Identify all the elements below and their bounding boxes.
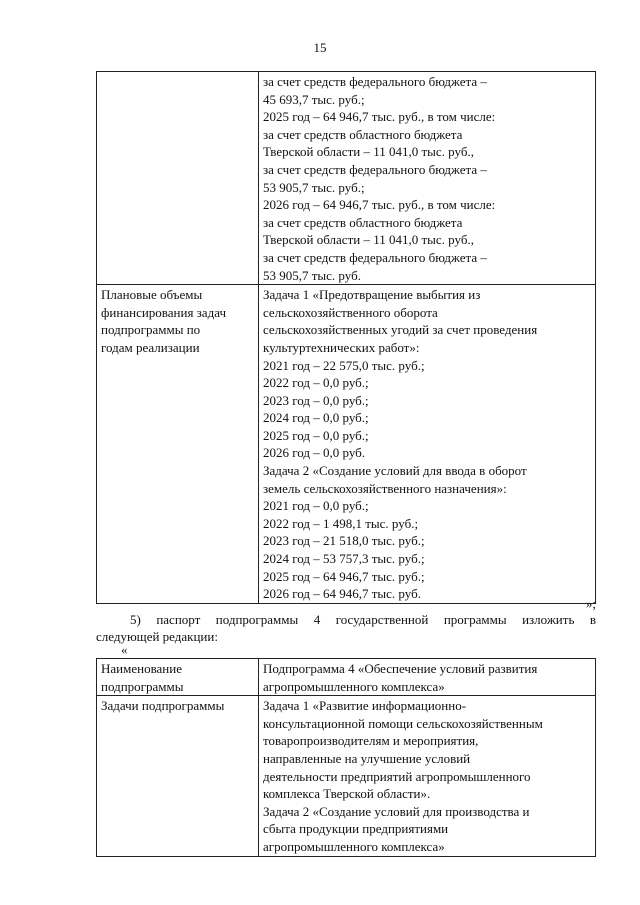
text-line: 2026 год – 64 946,7 тыс. руб., в том числе: (263, 197, 496, 213)
text-line: товаропроизводителям и мероприятия, (263, 733, 479, 749)
text-line: Задача 1 «Предотвращение выбытия из (263, 287, 481, 303)
financing-table (96, 71, 596, 604)
text-line: за счет средств федерального бюджета – (263, 249, 487, 265)
text-line: за счет средств федерального бюджета – (263, 74, 487, 89)
text-line: 2026 год – 0,0 руб. (263, 445, 366, 461)
text-line: Тверской области – 11 041,0 тыс. руб., (263, 144, 474, 160)
table-cell-right (259, 72, 596, 285)
text-line: за счет средств областного бюджета (263, 214, 463, 230)
table-cell-left (97, 659, 259, 696)
table-row (97, 72, 596, 285)
text-line: Тверской области – 11 041,0 тыс. руб., (263, 232, 474, 248)
subprogram-passport-table (96, 658, 596, 857)
text-line: 2021 год – 22 575,0 тыс. руб.; (263, 357, 425, 373)
table-row (97, 696, 596, 856)
text-line: сельскохозяйственных угодий за счет проведения (263, 322, 538, 338)
paragraph-line: следующей редакции: (96, 629, 218, 644)
text-line: комплекса Тверской области». (263, 786, 431, 802)
text-line: за счет средств областного бюджета (263, 126, 463, 142)
text-line: Задача 2 «Создание условий для производства и (263, 803, 530, 819)
text-line: 2025 год – 64 946,7 тыс. руб.; (263, 568, 425, 584)
table-cell-left (97, 285, 259, 604)
text-line: 45 693,7 тыс. руб.; (263, 91, 365, 107)
table-cell-left (97, 72, 259, 285)
body-paragraph (96, 611, 596, 645)
text-line: сельскохозяйственного оборота (263, 304, 438, 320)
paragraph-line: 5) паспорт подпрограммы 4 государственной программы изложить в (130, 612, 596, 627)
table-cell-right (259, 696, 596, 856)
row-label-line: подпрограммы (101, 678, 184, 694)
text-line: 53 905,7 тыс. руб.; (263, 179, 365, 195)
text-line: агропромышленного комплекса» (263, 678, 445, 694)
row-label-line: подпрограммы по (101, 322, 201, 338)
text-line: Задача 2 «Создание условий для ввода в оборот (263, 463, 527, 479)
text-line: Подпрограмма 4 «Обеспечение условий развития (263, 661, 538, 676)
text-line: 53 905,7 тыс. руб. (263, 267, 361, 283)
text-line: деятельности предприятий агропромышленного (263, 768, 531, 784)
text-line: Задача 1 «Развитие информационно- (263, 698, 467, 714)
text-line: агропромышленного комплекса» (263, 838, 445, 854)
text-line: направленные на улучшение условий (263, 750, 471, 766)
text-line: культуртехнических работ»: (263, 339, 420, 355)
row-label-line: Наименование (101, 661, 182, 676)
text-line: 2025 год – 64 946,7 тыс. руб., в том числе: (263, 109, 496, 125)
row-label-line: финансирования задач (101, 304, 226, 320)
text-line: 2026 год – 64 946,7 тыс. руб. (263, 586, 421, 602)
table-cell-right (259, 285, 596, 604)
text-line: 2024 год – 53 757,3 тыс. руб.; (263, 551, 425, 567)
text-line: сбыта продукции предприятиями (263, 821, 449, 837)
text-line: 2022 год – 1 498,1 тыс. руб.; (263, 515, 419, 531)
page-number: 15 (313, 40, 327, 55)
table-cell-right (259, 659, 596, 696)
text-line: за счет средств федерального бюджета – (263, 161, 487, 177)
text-line: 2024 год – 0,0 руб.; (263, 410, 369, 426)
text-line: 2023 год – 21 518,0 тыс. руб.; (263, 533, 425, 549)
text-line: консультационной помощи сельскохозяйственным (263, 715, 543, 731)
table-row (97, 285, 596, 604)
text-line: 2021 год – 0,0 руб.; (263, 498, 369, 514)
closing-quote: »; (585, 596, 596, 611)
table-row (97, 659, 596, 696)
row-label-line: годам реализации (101, 339, 200, 355)
text-line: 2022 год – 0,0 руб.; (263, 375, 369, 391)
row-label-line: Плановые объемы (101, 287, 203, 303)
text-line: 2025 год – 0,0 руб.; (263, 427, 369, 443)
text-line: 2023 год – 0,0 руб.; (263, 392, 369, 408)
opening-quote: « (121, 642, 128, 657)
row-label-line: Задачи подпрограммы (101, 698, 225, 714)
table-cell-left (97, 696, 259, 856)
text-line: земель сельскохозяйственного назначения»: (263, 480, 507, 496)
